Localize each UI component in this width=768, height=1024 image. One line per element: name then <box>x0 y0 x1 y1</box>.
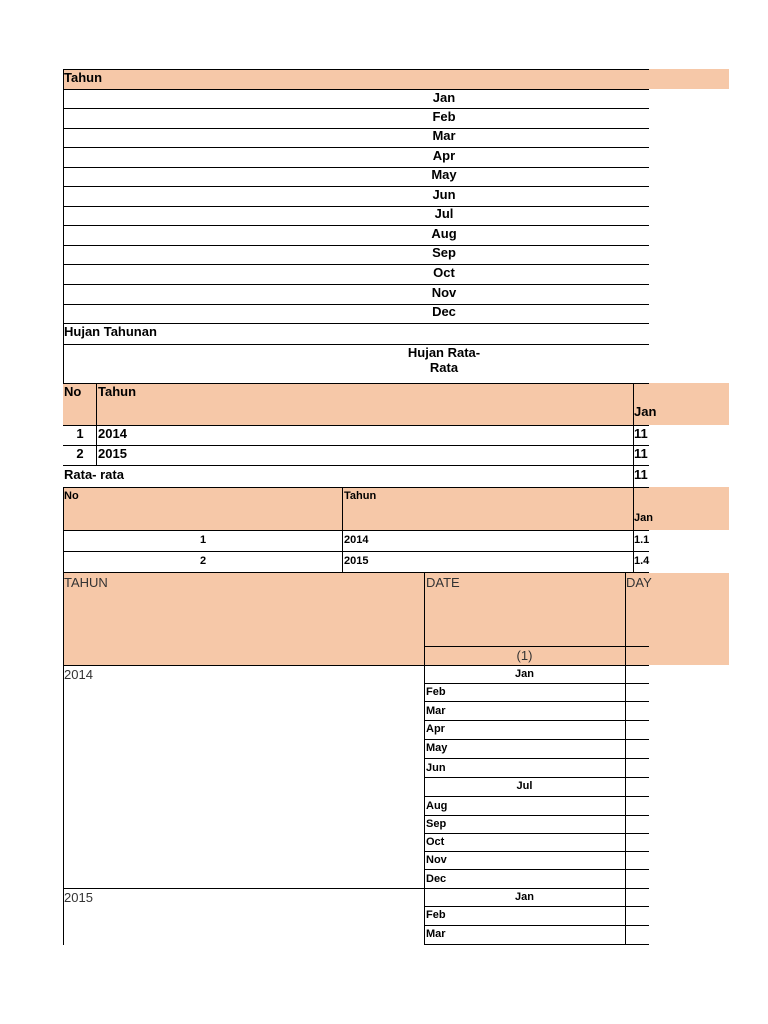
table2-row-value-clip <box>634 426 649 444</box>
table4-col-day-clip <box>626 575 652 593</box>
table3-row-value-clip <box>634 532 649 550</box>
table4-year-2015: 2015 <box>64 890 93 905</box>
table4-month: Dec <box>426 873 447 885</box>
table1-month: Oct <box>433 265 455 280</box>
table3-row-no: 1 <box>199 534 207 546</box>
table1-month: Jun <box>432 187 456 202</box>
table4-month: Oct <box>426 836 445 848</box>
table4-col-tahun: TAHUN <box>64 575 108 590</box>
table1-header-tahun: Tahun <box>64 70 103 85</box>
table2-col-jan: Jan <box>634 404 657 419</box>
table4-month: Nov <box>426 854 447 866</box>
table1-month: May <box>431 167 457 182</box>
table1-month: Jan <box>432 90 456 105</box>
table3-header-fill <box>63 487 729 530</box>
table1-month: Nov <box>431 285 457 300</box>
table2-col-tahun: Tahun <box>98 384 137 399</box>
table4-month: May <box>426 742 448 754</box>
table3-row-value-clip <box>634 553 649 571</box>
table4-month: Feb <box>426 909 446 921</box>
table3-row-value: 1.1 <box>634 534 650 546</box>
table2-average-value-clip <box>634 467 649 485</box>
table2-row-no: 2 <box>76 446 84 461</box>
table3-col-tahun: Tahun <box>344 490 377 502</box>
table3-row-year: 2015 <box>344 555 369 567</box>
table4-col-day: DAY <box>626 575 652 590</box>
table3-col-jan-clip <box>634 510 653 528</box>
average-rainfall-label-1: Hujan Rata- <box>407 345 481 360</box>
table2-average-value: 11 <box>634 467 648 482</box>
table1-month: Aug <box>431 226 457 241</box>
table1-month: Jul <box>434 206 454 221</box>
table4-col-index: (1) <box>516 648 533 663</box>
table4-month: Sep <box>426 818 447 830</box>
table1-month: Mar <box>432 128 456 143</box>
table2-row-year: 2015 <box>98 446 127 461</box>
table4-month: Jan <box>515 668 534 680</box>
table4-month: Mar <box>426 928 446 940</box>
table4-month: Jun <box>426 762 446 774</box>
table3-row-value: 1.4 <box>634 555 650 567</box>
table1-month: Dec <box>432 304 456 319</box>
table3-row-no: 2 <box>199 555 207 567</box>
table2-header-fill <box>63 383 729 425</box>
table3-col-jan: Jan <box>634 512 653 524</box>
table4-month: Aug <box>426 800 448 812</box>
table4-month: Feb <box>426 686 446 698</box>
table4-col-date: DATE <box>426 575 460 590</box>
table2-row-value: 11 <box>634 446 648 461</box>
table3-row-year: 2014 <box>344 534 369 546</box>
table4-month: Apr <box>426 723 445 735</box>
table2-row-year: 2014 <box>98 426 127 441</box>
table2-col-no: No <box>64 384 82 399</box>
table2-row-value-clip <box>634 446 649 464</box>
table1-month: Sep <box>432 245 456 260</box>
table1-month: Feb <box>432 109 456 124</box>
table2-average-label: Rata- rata <box>64 467 124 482</box>
table4-month: Jan <box>515 891 534 903</box>
table4-year-2014: 2014 <box>64 667 93 682</box>
table4-month: Jul <box>516 780 533 792</box>
table1-header-fill <box>63 69 729 89</box>
table4-month: Mar <box>426 705 446 717</box>
table2-col-jan-clip <box>634 404 657 422</box>
table3-col-no: No <box>64 490 79 502</box>
table1-month: Apr <box>432 148 456 163</box>
table2-row-value: 11 <box>634 426 648 441</box>
annual-rainfall-label: Hujan Tahunan <box>64 324 157 339</box>
table2-row-no: 1 <box>76 426 84 441</box>
average-rainfall-label-2: Rata <box>429 360 459 375</box>
